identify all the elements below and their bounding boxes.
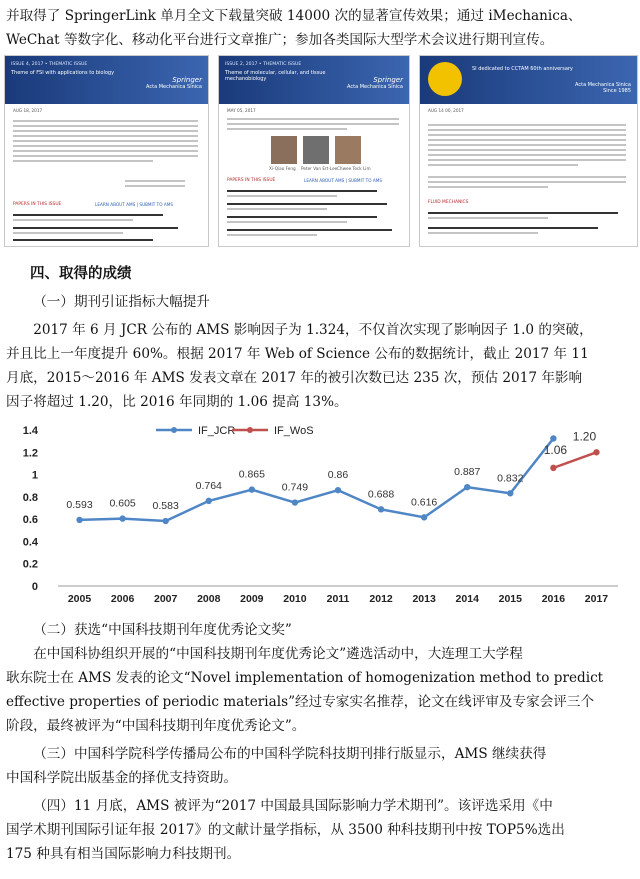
para1-line-3: 月底，2015～2016 年 AMS 发表文章在 2017 年的被引次数已达 235 次，预估 2017 年影响	[6, 370, 583, 386]
data-point-IF_JCR	[378, 506, 384, 512]
editor-name: Xi-Qiao Feng	[269, 166, 296, 171]
editor-name: Chwee Teck Lim	[337, 166, 371, 171]
y-tick-label: 0.4	[22, 536, 38, 549]
data-point-IF_JCR	[119, 515, 125, 521]
banner-line: Theme of molecular, cellular, and tissue mechanobiology	[225, 70, 326, 82]
y-tick-label: 1.2	[22, 447, 38, 460]
x-tick-label: 2006	[110, 593, 135, 605]
para1-line-1: 2017 年 6 月 JCR 公布的 AMS 影响因子为 1.324，不仅首次实现了影响因子 1.0 的突破，	[33, 322, 593, 338]
section-label: FLUID MECHANICS	[428, 200, 469, 205]
para1-line-4: 因子将超过 1.20，比 2016 年同期的 1.06 提高 13%。	[6, 394, 348, 410]
banner-line: ISSUE 4, 2017 • THEMATIC ISSUE	[11, 62, 88, 67]
data-label: 0.764	[195, 479, 222, 492]
cctam-60-logo	[428, 62, 462, 96]
para3-line-1: （三）中国科学院科学传播局公布的中国科学院科技期刊排行版显示，AMS 继续获得	[33, 746, 547, 762]
journal-title: Acta Mechanica Sinica	[146, 84, 202, 90]
data-label: 0.832	[497, 472, 524, 485]
para4-line-1: （四）11 月底，AMS 被评为“2017 中国最具国际影响力学术期刊”。该评选采用《中	[33, 798, 553, 814]
newsletter-thumbnails	[4, 55, 636, 245]
x-tick-label: 2017	[584, 593, 609, 605]
data-label: 1.06	[543, 442, 568, 457]
banner-line: SI dedicated to CCTAM 60th anniversary	[472, 66, 573, 72]
section-label: PAPERS IN THIS ISSUE	[227, 178, 276, 183]
legend-marker-wos	[247, 427, 253, 433]
para2-line-3: effective properties of periodic materials”经过专家实名推荐，论文在线评审及专家会评三个	[6, 694, 595, 710]
editor-photo	[335, 136, 361, 164]
thumbnail-banner	[420, 56, 637, 104]
editor-photo	[303, 136, 329, 164]
journal-name	[347, 76, 403, 90]
data-label: 0.593	[66, 498, 93, 511]
data-label: 0.688	[367, 488, 395, 501]
thumbnail-banner	[219, 56, 409, 104]
x-tick-label: 2009	[240, 593, 264, 605]
y-tick-label: 0.8	[22, 491, 38, 504]
editor-photo	[271, 136, 297, 164]
para2-line-4: 阶段，最终被评为“中国科技期刊年度优秀论文”。	[6, 718, 306, 734]
data-point-IF_JCR	[292, 499, 298, 505]
data-point-IF_JCR	[421, 514, 427, 520]
paragraph-3	[6, 742, 634, 790]
ams-links[interactable]: LEARN ABOUT AMS | SUBMIT TO AMS	[95, 202, 173, 207]
y-tick-label: 0.6	[22, 514, 38, 527]
since-text: Since 1985	[603, 88, 631, 94]
paragraph-1	[6, 318, 634, 414]
data-label: 0.887	[454, 466, 481, 479]
issue-date: AUG 14 00, 2017	[428, 108, 464, 113]
impact-factor-svg	[6, 418, 634, 608]
issue-date: MAY 05, 2017	[227, 108, 256, 113]
section-heading: 四、取得的成绩	[30, 266, 132, 282]
newsletter-thumbnail-3	[419, 55, 638, 247]
subheading-1: （一）期刊引证指标大幅提升	[33, 294, 210, 310]
newsletter-thumbnail-1	[4, 55, 209, 247]
legend-marker-jcr	[171, 427, 177, 433]
section-label: PAPERS IN THIS ISSUE	[13, 202, 62, 207]
y-axis	[23, 425, 39, 593]
journal-title: Acta Mechanica Sinica	[347, 84, 403, 90]
x-tick-label: 2008	[197, 593, 221, 605]
para4-line-3: 175 种具有相当国际影响力科技期刊。	[6, 846, 241, 862]
thumbnail-banner	[5, 56, 208, 104]
intro-line-2: WeChat 等数字化、移动化平台进行文章推广；参加各类国际大型学术会议进行期刊宣传。	[6, 32, 554, 48]
x-tick-label: 2007	[154, 593, 178, 605]
para2-line-2: 耿东院士在 AMS 发表的论文“Novel implementation of homogenization method to predict	[6, 670, 604, 686]
data-label: 0.616	[411, 496, 438, 509]
series-layer	[66, 429, 599, 524]
subheading-2: （二）获选“中国科技期刊年度优秀论文奖”	[33, 622, 292, 638]
x-tick-label: 2012	[369, 593, 393, 605]
data-point-IF_JCR	[464, 484, 470, 490]
issue-date: AUG 18, 2017	[13, 108, 43, 113]
data-label: 0.865	[238, 468, 265, 481]
journal-name	[146, 76, 202, 90]
data-label: 0.605	[109, 497, 136, 510]
data-point-IF_JCR	[206, 498, 212, 504]
data-point-IF_WoS	[550, 465, 556, 471]
x-tick-label: 2015	[498, 593, 522, 605]
data-label: 0.583	[152, 500, 179, 513]
newsletter-thumbnail-2	[218, 55, 410, 247]
legend-label-jcr: IF_JCR	[198, 425, 236, 437]
data-point-IF_WoS	[593, 449, 599, 455]
para1-line-2: 并且比上一年度提升 60%。根据 2017 年 Web of Science 公布的数据统计，截止 2017 年 11	[6, 346, 589, 362]
springer-logo: Springer	[172, 76, 202, 84]
y-tick-label: 1.4	[22, 425, 38, 437]
data-point-IF_JCR	[507, 490, 513, 496]
data-label: 0.86	[327, 469, 349, 482]
impact-factor-chart	[6, 418, 634, 608]
data-label: 1.20	[572, 429, 597, 444]
x-tick-label: 2013	[412, 593, 436, 605]
banner-line: ISSUE 2, 2017 • THEMATIC ISSUE	[225, 62, 302, 67]
x-tick-label: 2011	[326, 593, 350, 605]
para3-line-2: 中国科学院出版基金的择优支持资助。	[6, 770, 238, 786]
series-line-IF_JCR	[80, 438, 554, 521]
intro-line-1: 并取得了 SpringerLink 单月全文下载量突破 14000 次的显著宣传效果；通过 iMechanica、	[6, 8, 582, 24]
data-point-IF_JCR	[249, 486, 255, 492]
x-tick-label: 2014	[455, 593, 479, 605]
paragraph-2	[6, 642, 634, 738]
y-tick-label: 1	[31, 469, 38, 482]
legend-label-wos: IF_WoS	[274, 425, 314, 437]
springer-logo: Springer	[373, 76, 403, 84]
legend	[156, 425, 314, 437]
intro-paragraph	[6, 4, 634, 52]
data-label: 0.749	[281, 481, 309, 494]
paragraph-4	[6, 794, 634, 866]
para4-line-2: 国学术期刊国际引证年报 2017》的文献计量学指标，从 3500 种科技期刊中按 TOP5%选出	[6, 822, 565, 838]
data-point-IF_JCR	[335, 487, 341, 493]
x-tick-label: 2016	[541, 593, 566, 605]
data-point-IF_JCR	[162, 518, 168, 524]
journal-title: Acta Mechanica Sinica	[575, 82, 631, 88]
data-point-IF_JCR	[76, 517, 82, 523]
data-point-IF_JCR	[550, 435, 556, 441]
ams-links[interactable]: LEARN ABOUT AMS | SUBMIT TO AMS	[304, 178, 382, 183]
editor-name: Peter Van Ert-Lee	[301, 166, 338, 171]
x-tick-label: 2005	[67, 593, 92, 605]
y-tick-label: 0.2	[22, 558, 38, 571]
banner-line: Theme of FSI with applications to biology	[11, 70, 115, 76]
y-tick-label: 0	[31, 581, 38, 593]
journal-name	[575, 82, 631, 94]
x-tick-label: 2010	[283, 593, 307, 605]
para2-line-1: 在中国科协组织开展的“中国科技期刊年度优秀论文”遴选活动中，大连理工大学程	[33, 646, 523, 662]
x-axis	[58, 586, 618, 605]
